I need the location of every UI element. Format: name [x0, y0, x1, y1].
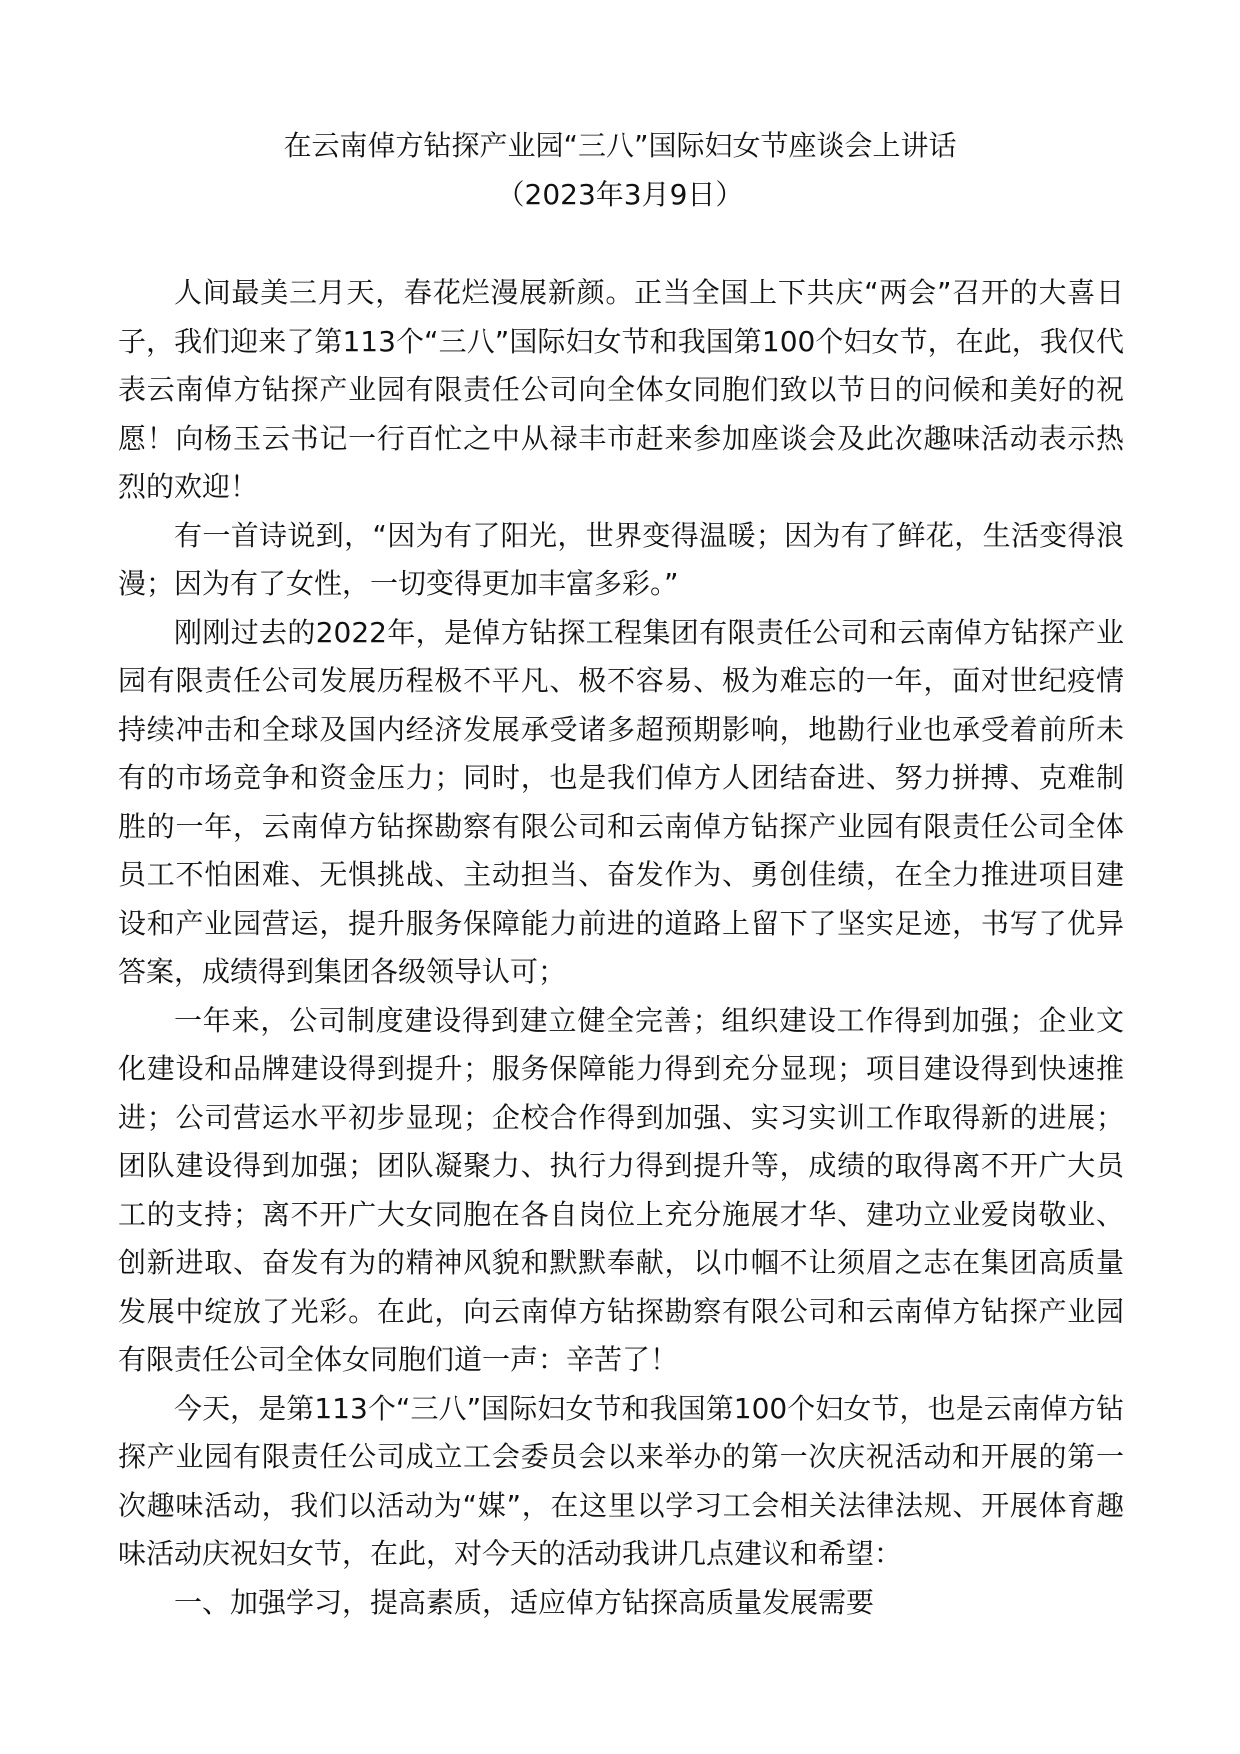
paragraph-today: 今天，是第113个“三八”国际妇女节和我国第100个妇女节，也是云南倬方钻探产业园有限责任公司成立工会委员会以来举办的第一次庆祝活动和开展的第一次趣味活动，我们以活动为“媒”，在这里以学习工会相关法律法规、开展体育趣味活动庆祝妇女节，在此，对今天的活动我讲几点建议和希望： — [118, 1391, 1124, 1570]
paragraph-poem: 有一首诗说到，“因为有了阳光，世界变得温暖；因为有了鲜花，生活变得浪漫；因为有了女性，一切变得更加丰富多彩。” — [118, 518, 1124, 600]
document-body — [118, 269, 1124, 1627]
paragraph-achievements: 一年来，公司制度建设得到建立健全完善；组织建设工作得到加强；企业文化建设和品牌建设得到提升；服务保障能力得到充分显现；项目建设得到快速推进；公司营运水平初步显现；企校合作得到加强、实习实训工作取得新的进展；团队建设得到加强；团队凝聚力、执行力得到提升等，成绩的取得离不开广大员工的支持；离不开广大女同胞在各自岗位上充分施展才华、建功立业爱岗敬业、创新进取、奋发有为的精神风貌和默默奉献，以巾帼不让须眉之志在集团高质量发展中绽放了光彩。在此，向云南倬方钻探勘察有限公司和云南倬方钻探产业园有限责任公司全体女同胞们道一声：辛苦了！ — [118, 1003, 1124, 1376]
section-heading: 一、加强学习，提高素质，适应倬方钻探高质量发展需要 — [174, 1585, 875, 1619]
document-title: 在云南倬方钻探产业园“三八”国际妇女节座谈会上讲话 — [283, 129, 957, 162]
document-date: （2023年3月9日） — [496, 178, 744, 211]
paragraph-opening: 人间最美三月天，春花烂漫展新颜。正当全国上下共庆“两会”召开的大喜日子，我们迎来了第113个“三八”国际妇女节和我国第100个妇女节，在此，我仅代表云南倬方钻探产业园有限责任公司向全体女同胞们致以节日的问候和美好的祝愿！向杨玉云书记一行百忙之中从禄丰市赶来参加座谈会及此次趣味活动表示热烈的欢迎！ — [118, 276, 1124, 503]
paragraph-2022-review: 刚刚过去的2022年，是倬方钻探工程集团有限责任公司和云南倬方钻探产业园有限责任公司发展历程极不平凡、极不容易、极为难忘的一年，面对世纪疫情持续冲击和全球及国内经济发展承受诸多超预期影响，地勘行业也承受着前所未有的市场竞争和资金压力；同时，也是我们倬方人团结奋进、努力拼搏、克难制胜的一年，云南倬方钻探勘察有限公司和云南倬方钻探产业园有限责任公司全体员工不怕困难、无惧挑战、主动担当、奋发作为、勇创佳绩，在全力推进项目建设和产业园营运，提升服务保障能力前进的道路上留下了坚实足迹，书写了优异答案，成绩得到集团各级领导认可； — [118, 615, 1124, 988]
